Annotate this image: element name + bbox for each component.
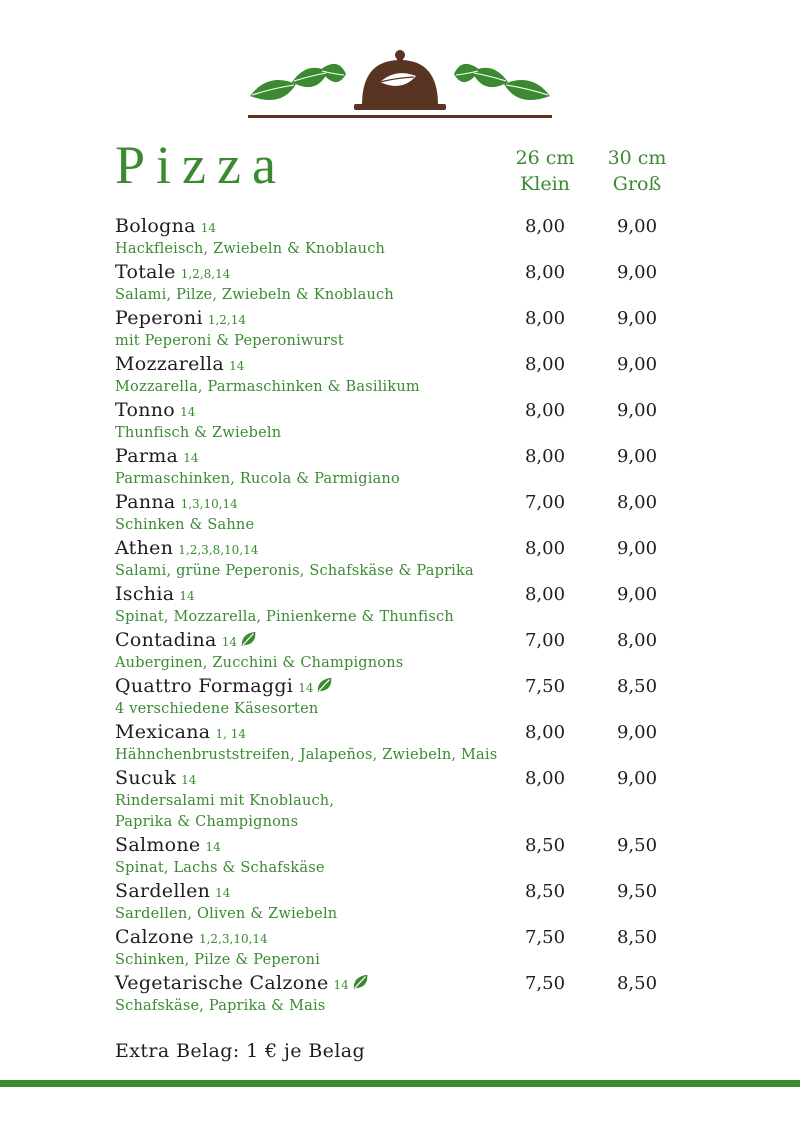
- menu-item-allergens: 14: [229, 359, 245, 373]
- menu-item-name: Quattro Formaggi: [115, 675, 294, 697]
- menu-item-name: Sardellen: [115, 880, 211, 902]
- price-large: 8,50: [616, 973, 658, 994]
- price-small: 7,00: [524, 492, 566, 513]
- menu-item-allergens: 14: [183, 451, 199, 465]
- price-small: 7,50: [524, 676, 566, 697]
- menu-item-allergens: 14: [181, 773, 197, 787]
- price-large: 9,50: [616, 881, 658, 902]
- menu-item-description: Rindersalami mit Knoblauch,: [115, 793, 335, 809]
- menu-item-header: [115, 582, 675, 607]
- price-large: 8,50: [616, 676, 658, 697]
- menu-item-header: [115, 971, 675, 996]
- price-large: 8,50: [616, 927, 658, 948]
- menu-item-header: [115, 833, 675, 858]
- menu-item: [115, 879, 675, 925]
- menu-item: [115, 444, 675, 490]
- menu-item-name: Parma: [115, 445, 179, 467]
- menu-item-description: Hähnchenbruststreifen, Jalapeños, Zwiebeln, Mais: [115, 747, 498, 763]
- menu-item-name: Peperoni: [115, 307, 203, 329]
- menu-item-name: Sucuk: [115, 767, 177, 789]
- menu-item-name: Totale: [115, 261, 176, 283]
- menu-item-description: Spinat, Mozzarella, Pinienkerne & Thunfisch: [115, 609, 454, 625]
- menu-item-name-line: [115, 537, 258, 559]
- menu-item-name: Vegetarische Calzone: [115, 972, 329, 994]
- menu-item-name-line: [115, 445, 198, 467]
- menu-item-description: Parmaschinken, Rucola & Parmigiano: [115, 471, 400, 487]
- menu-item-header: [115, 536, 675, 561]
- price-small: 7,50: [524, 927, 566, 948]
- price-small: 7,00: [524, 630, 566, 651]
- vegetarian-leaf-icon: [240, 630, 258, 648]
- price-small: 8,50: [524, 835, 566, 856]
- menu-item: [115, 260, 675, 306]
- menu-item-name-line: [115, 491, 238, 513]
- menu-item-header: [115, 444, 675, 469]
- menu-item-name-line: [115, 834, 221, 856]
- menu-item-description: Auberginen, Zucchini & Champignons: [115, 655, 404, 671]
- menu-item-description: Schinken, Pilze & Peperoni: [115, 952, 321, 968]
- menu-item-header: [115, 766, 675, 791]
- menu-item: [115, 674, 675, 720]
- price-small: 8,00: [524, 216, 566, 237]
- menu-item-header: [115, 720, 675, 745]
- menu-item-name-line: [115, 583, 195, 605]
- menu-item-name: Athen: [115, 537, 174, 559]
- menu-item-name: Mozzarella: [115, 353, 225, 375]
- menu-item-name: Calzone: [115, 926, 194, 948]
- size-large-label: Groß: [612, 173, 662, 195]
- menu-item-description: Salami, grüne Peperonis, Schafskäse & Paprika: [115, 563, 474, 579]
- menu-item-name: Tonno: [115, 399, 176, 421]
- menu-item-name: Mexicana: [115, 721, 211, 743]
- extra-topping-note: Extra Belag: 1 € je Belag: [115, 1040, 366, 1062]
- menu-item-allergens: 1,2,3,10,14: [198, 932, 268, 946]
- menu-item-header: [115, 925, 675, 950]
- menu-item-name: Bologna: [115, 215, 196, 237]
- menu-item-description: mit Peperoni & Peperoniwurst: [115, 333, 344, 349]
- price-large: 9,00: [616, 216, 658, 237]
- menu-item-allergens: 1,2,8,14: [180, 267, 231, 281]
- menu-item-allergens: 14: [179, 589, 195, 603]
- bottom-divider: [0, 1080, 800, 1087]
- price-large: 9,00: [616, 354, 658, 375]
- cloche-logo-icon: [246, 44, 554, 122]
- menu-item-allergens: 14: [215, 886, 231, 900]
- menu-item-description-continued: Paprika & Champignons: [115, 814, 299, 830]
- menu-item-name-line: [115, 261, 230, 283]
- menu-item: [115, 628, 675, 674]
- menu-item-name: Contadina: [115, 629, 217, 651]
- menu-item: [115, 833, 675, 879]
- price-large: 9,00: [616, 308, 658, 329]
- page-title: Pizza: [115, 135, 287, 195]
- menu-item-allergens: 14: [200, 221, 217, 235]
- size-large-cm: 30 cm: [607, 147, 667, 169]
- price-large: 9,00: [616, 262, 658, 283]
- menu-item: [115, 352, 675, 398]
- menu-item-allergens: 1,2,3,8,10,14: [178, 543, 259, 557]
- menu-item-name-line: [115, 399, 195, 421]
- price-large: 9,00: [616, 584, 658, 605]
- price-large: 9,00: [616, 722, 658, 743]
- size-small-header: [505, 145, 585, 197]
- menu-item-allergens: 14: [221, 635, 237, 649]
- price-small: 8,50: [524, 881, 566, 902]
- menu-item-name-line: [115, 629, 258, 651]
- menu-item: [115, 766, 675, 833]
- menu-item-description: Mozzarella, Parmaschinken & Basilikum: [115, 379, 420, 395]
- menu-item-name: Ischia: [115, 583, 175, 605]
- menu-item-header: [115, 306, 675, 331]
- menu-item-description: Sardellen, Oliven & Zwiebeln: [115, 906, 338, 922]
- menu-item-description: Schafskäse, Paprika & Mais: [115, 998, 326, 1014]
- menu-item: [115, 720, 675, 766]
- menu-item: [115, 306, 675, 352]
- price-large: 9,00: [616, 538, 658, 559]
- menu-item-header: [115, 398, 675, 423]
- pizza-menu-list: [115, 214, 675, 1017]
- menu-item-description: Spinat, Lachs & Schafskäse: [115, 860, 325, 876]
- price-small: 8,00: [524, 262, 566, 283]
- price-small: 8,00: [524, 768, 566, 789]
- menu-item-header: [115, 879, 675, 904]
- menu-item: [115, 490, 675, 536]
- price-large: 9,00: [616, 768, 658, 789]
- price-small: 8,00: [524, 400, 566, 421]
- price-small: 8,00: [524, 308, 566, 329]
- menu-item-header: [115, 214, 675, 239]
- menu-item-allergens: 14: [298, 681, 314, 695]
- price-small: 8,00: [524, 446, 566, 467]
- menu-item-name-line: [115, 880, 230, 902]
- menu-item-allergens: 1,3,10,14: [180, 497, 238, 511]
- menu-item-allergens: 1,2,14: [207, 313, 246, 327]
- menu-item-header: [115, 490, 675, 515]
- menu-item-name-line: [115, 926, 268, 948]
- menu-item-header: [115, 260, 675, 285]
- menu-item-allergens: 14: [333, 978, 349, 992]
- menu-item-allergens: 1, 14: [215, 727, 246, 741]
- menu-item: [115, 971, 675, 1017]
- menu-item-name-line: [115, 307, 246, 329]
- vegetarian-leaf-icon: [352, 973, 370, 991]
- menu-item-description: Salami, Pilze, Zwiebeln & Knoblauch: [115, 287, 394, 303]
- menu-item: [115, 214, 675, 260]
- menu-item-description: Hackfleisch, Zwiebeln & Knoblauch: [115, 241, 386, 257]
- menu-item-header: [115, 674, 675, 699]
- price-small: 8,00: [524, 584, 566, 605]
- menu-item-name: Salmone: [115, 834, 201, 856]
- price-large: 8,00: [616, 630, 658, 651]
- price-small: 7,50: [524, 973, 566, 994]
- menu-item-name-line: [115, 675, 334, 697]
- vegetarian-leaf-icon: [316, 676, 334, 694]
- menu-item-name-line: [115, 972, 370, 994]
- menu-item: [115, 536, 675, 582]
- price-large: 9,00: [616, 446, 658, 467]
- menu-item-header: [115, 628, 675, 653]
- price-small: 8,00: [524, 538, 566, 559]
- menu-item: [115, 925, 675, 971]
- price-large: 8,00: [616, 492, 658, 513]
- price-large: 9,50: [616, 835, 658, 856]
- menu-item-allergens: 14: [205, 840, 221, 854]
- menu-item-name-line: [115, 215, 216, 237]
- menu-item: [115, 398, 675, 444]
- menu-item: [115, 582, 675, 628]
- menu-item-description: Schinken & Sahne: [115, 517, 255, 533]
- menu-item-allergens: 14: [180, 405, 196, 419]
- size-large-header: [597, 145, 677, 197]
- menu-item-name-line: [115, 721, 246, 743]
- menu-item-header: [115, 352, 675, 377]
- menu-item-name-line: [115, 353, 244, 375]
- size-small-cm: 26 cm: [515, 147, 575, 169]
- menu-item-name-line: [115, 767, 196, 789]
- menu-item-name: Panna: [115, 491, 176, 513]
- price-small: 8,00: [524, 354, 566, 375]
- size-small-label: Klein: [520, 173, 570, 195]
- menu-item-description: Thunfisch & Zwiebeln: [115, 425, 282, 441]
- price-small: 8,00: [524, 722, 566, 743]
- menu-item-description: 4 verschiedene Käsesorten: [115, 701, 319, 717]
- price-large: 9,00: [616, 400, 658, 421]
